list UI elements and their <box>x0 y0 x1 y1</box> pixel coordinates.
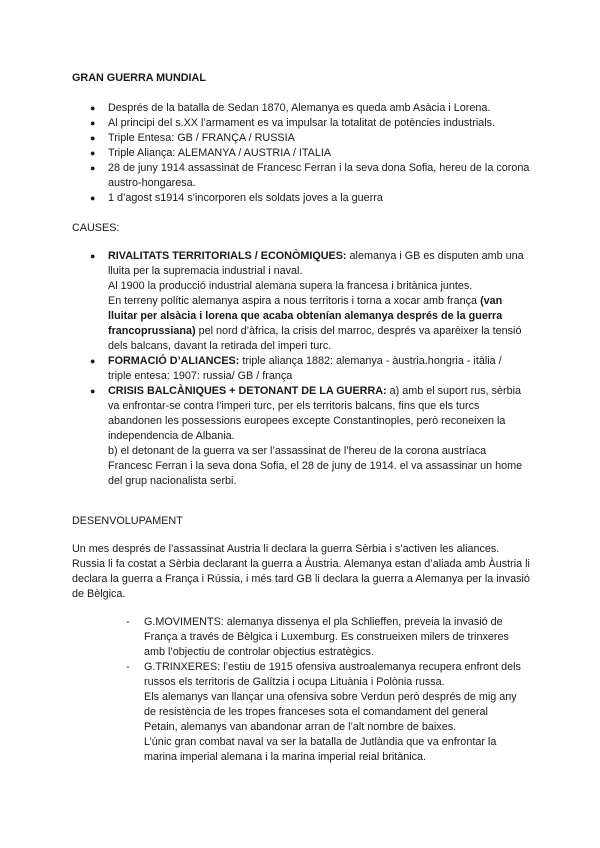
dash-icon: - <box>126 616 130 628</box>
list-item: - G.MOVIMENTS: alemanya dissenya el pla Schlieffen, preveia la invasió de França a través de Bèlgica i Luxemburg. Es construeixen milers de trinxeres amb l’objectiu de controlar objectius estratègics. <box>126 616 509 658</box>
bullet-icon: ● <box>90 148 96 158</box>
development-list <box>126 615 524 765</box>
document-title: GRAN GUERRA MUNDIAL <box>72 72 206 84</box>
causes-list <box>90 249 528 489</box>
dash-icon: - <box>126 661 130 673</box>
intro-list <box>90 101 548 206</box>
cause-title: CRISIS BALCÀNIQUES + DETONANT DE LA GUERRA: <box>108 385 387 397</box>
bullet-icon: ● <box>90 386 96 396</box>
bullet-icon: ● <box>90 356 96 366</box>
list-item: ● Després de la batalla de Sedan 1870, Alemanya es queda amb Asàcia i Lorena. <box>90 102 491 114</box>
bullet-icon: ● <box>90 163 96 173</box>
bullet-icon: ● <box>90 133 96 143</box>
development-paragraph: Un mes després de l’assassinat Austria li declara la guerra Sèrbia i s’activen les aliances. Russia li fa costat a Sèrbia declarant la guerra a Àustria. Alemanya estan d’aliada amb Àustria li declara la guerra a França i Rússia, i més tard GB li declara la guerra a Alemanya per la invasió de Bèlgica. <box>72 543 530 600</box>
bullet-icon: ● <box>90 193 96 203</box>
list-item: ● RIVALITATS TERRITORIALS / ECONÒMIQUES: alemanya i GB es disputen amb una lluita per la supremacia industrial i naval. Al 1900 la producció industrial alemana supera la francesa i britànica juntes. En terreny polític alemanya aspira a nous territoris i torna a xocar amb frança (van lluitar per alsàcia i lorena que acaba obtenían alemanya després de la guerra francoprussiana) pel nord d’àfrica, la crisis del marroc, després va aparèixer la tensió dels balcans, davant la retirada del imperi turc. <box>90 250 524 352</box>
list-item: ● Triple Entesa: GB / FRANÇA / RUSSIA <box>90 132 295 144</box>
development-heading: DESENVOLUPAMENT <box>72 515 183 527</box>
list-item: ● 1 d’agost s1914 s’incorporen els soldats joves a la guerra <box>90 192 383 204</box>
list-item: ● Triple Aliança: ALEMANYA / AUSTRIA / ITALIA <box>90 147 332 159</box>
list-item: ● FORMACIÓ D’ALIANCES: triple aliança 1882: alemanya - àustria.hongria - itàlia / triple entesa: 1907: russia/ GB / frança <box>90 355 502 382</box>
causes-heading: CAUSES: <box>72 222 120 234</box>
bullet-icon: ● <box>90 251 96 261</box>
bullet-icon: ● <box>90 118 96 128</box>
list-item: ● Al principi del s.XX l’armament es va impulsar la totalitat de potències industrials. <box>90 117 496 129</box>
list-item: ● CRISIS BALCÀNIQUES + DETONANT DE LA GUERRA: a) amb el suport rus, sèrbia va enfrontar-se contra l’imperi turc, per els territoris balcans, fins que els turcs abandonen les possessions europees excepte Constantinoples, però reconeixen la independencia de Albania. b) el detonant de la guerra va ser l’assassinat de l’hereu de la corona austríaca Francesc Ferran i la seva dona Sofia, el 28 de juny de 1914. el va assassinar un home del grup nacionalista serbi. <box>90 385 523 487</box>
list-item: - G.TRINXERES: l’estiu de 1915 ofensiva austroalemanya recupera enfront dels russos els territoris de Galítzia i ocupa Lituània i Polònia russa. Els alemanys van llançar una ofensiva sobre Verdun però després de mig any de resistència de les tropes franceses sota el comandament del general Petain, alemanys van abandonar arran de l’alt nombre de baixes. L’únic gran combat naval va ser la batalla de Jutlàndia que va enfrontar la marina imperial alemana i la marina imperial reial britànica. <box>126 661 521 763</box>
cause-title: FORMACIÓ D’ALIANCES: <box>108 355 240 367</box>
list-item: ● 28 de juny 1914 assassinat de Francesc Ferran i la seva dona Sofia, hereu de la corona austro-hongaresa. <box>90 162 530 189</box>
cause-title: RIVALITATS TERRITORIALS / ECONÒMIQUES: <box>108 250 347 262</box>
bullet-icon: ● <box>90 103 96 113</box>
